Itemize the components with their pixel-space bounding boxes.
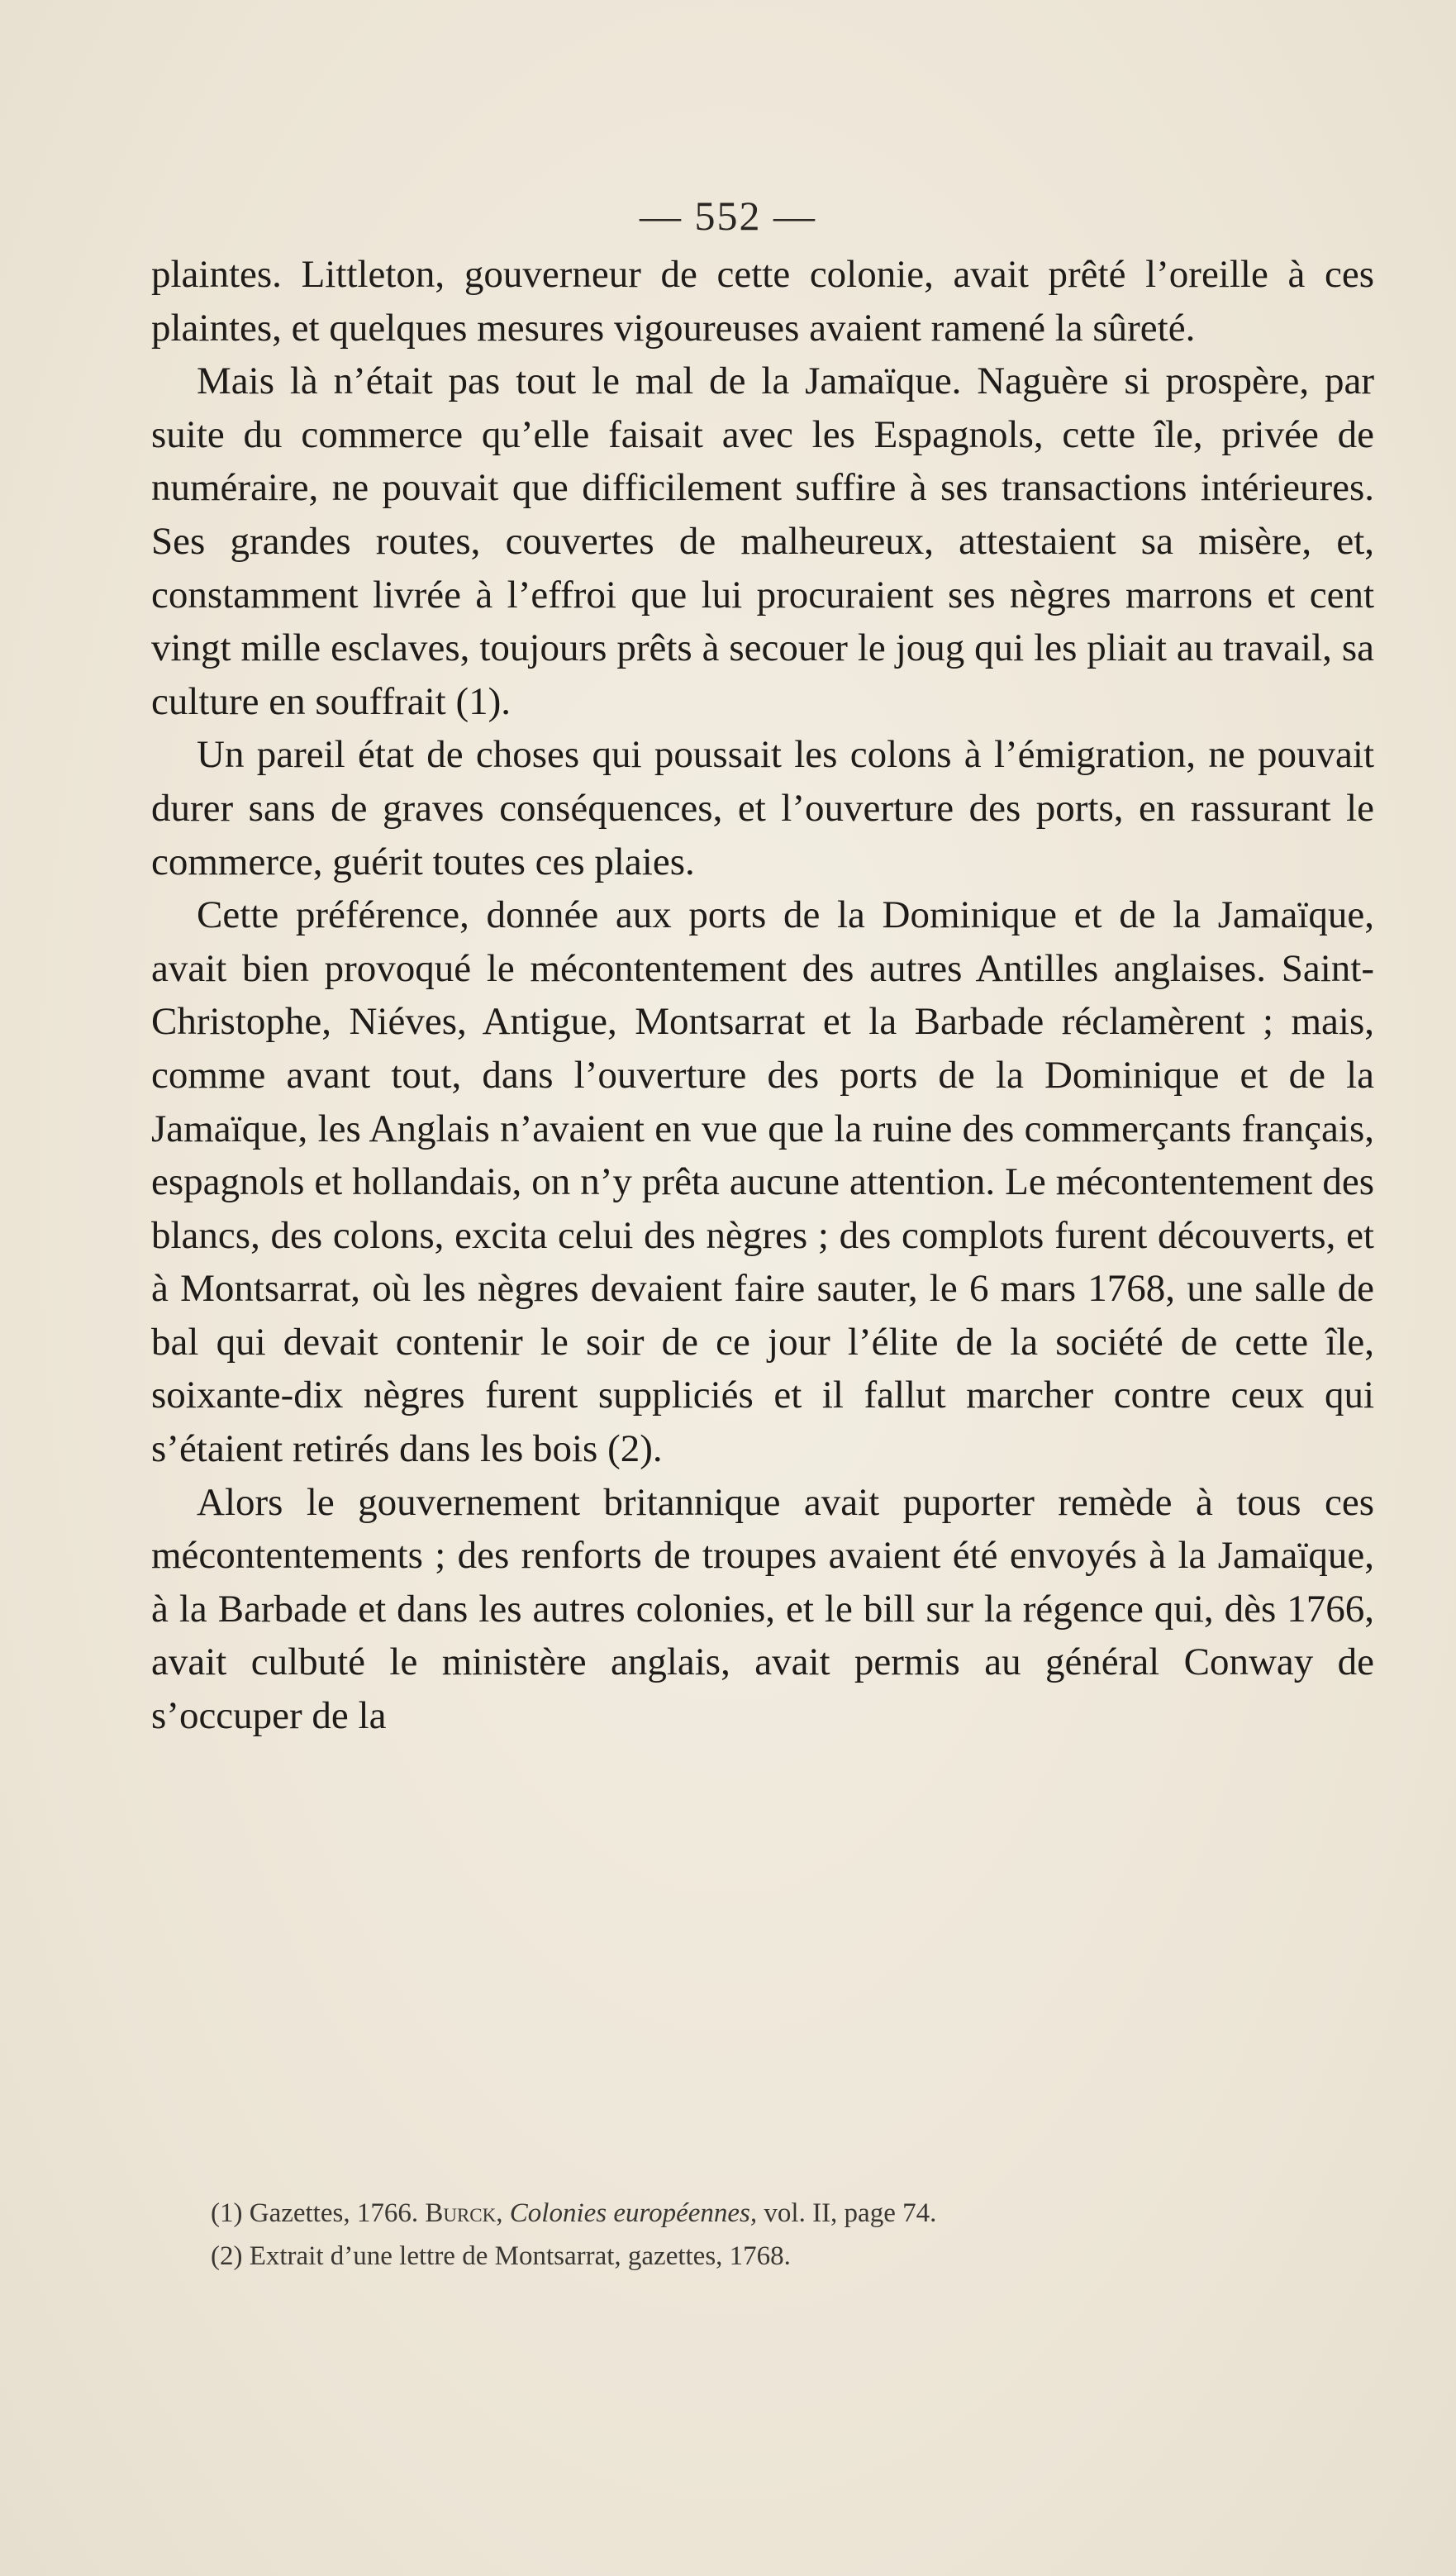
- paragraph-5: Alors le gouvernement britannique avait puporter remède à tous ces mécontentements ; des renforts de troupes avaient été envoyés à la Jamaïque, à la Barbade et dans les autres colonies, et le bill sur la régence qui, dès 1766, avait culbuté le ministère anglais, avait permis au général Conway de s’occuper de la: [151, 1480, 1374, 1738]
- footnote-text: Extrait d’une lettre de Montsarrat, gazettes, 1768.: [249, 2241, 791, 2271]
- paragraph-4: Cette préférence, donnée aux ports de la Dominique et de la Jamaïque, avait bien provoqué le mécontentement des autres Antilles anglaises. Saint-Christophe, Niéves, Antigue, Montsarrat et la Barbade réclamèrent ; mais, comme avant tout, dans l’ouverture des ports de la Dominique et de la Jamaïque, les Anglais n’avaient en vue que la ruine des commerçants français, espagnols et hollandais, on n’y prêta aucune attention. Le mécontentement des blancs, des colons, excita celui des nègres ; des complots furent découverts, et à Montsarrat, où les nègres devaient faire sauter, le 6 mars 1768, une salle de bal qui devait contenir le soir de ce jour l’élite de la société de cette île, soixante-dix nègres furent suppliciés et il fallut marcher contre ceux qui s’étaient retirés dans les bois (2).: [151, 893, 1374, 1471]
- footnote-author: Burck,: [425, 2198, 503, 2228]
- footnotes: [211, 2192, 1384, 2278]
- page-number: — 552 —: [640, 193, 816, 239]
- footnote-title: Colonies européennes,: [509, 2198, 758, 2228]
- footnote-2: [211, 2235, 1384, 2278]
- paragraph-2: Mais là n’était pas tout le mal de la Jamaïque. Naguère si prospère, par suite du commerce qu’elle faisait avec les Espagnols, cette île, privée de numéraire, ne pouvait que difficilement suffire à ses transactions intérieures. Ses grandes routes, couvertes de malheureux, attestaient sa misère, et, constamment livrée à l’effroi que lui procuraient ses nègres marrons et cent vingt mille esclaves, toujours prêts à secouer le joug qui les pliait au travail, sa culture en souffrait (1).: [151, 359, 1374, 723]
- body-text: [151, 248, 1374, 1743]
- footnote-source: Gazettes, 1766.: [249, 2198, 419, 2228]
- footnote-marker: (1): [211, 2198, 243, 2228]
- footnote-reference: vol. II, page 74.: [764, 2198, 937, 2228]
- paragraph-1: plaintes. Littleton, gouverneur de cette colonie, avait prêté l’oreille à ces plaintes, et quelques mesures vigoureuses avaient ramené la sûreté.: [151, 253, 1374, 350]
- paragraph-3: Un pareil état de choses qui poussait les colons à l’émigration, ne pouvait durer sans de graves conséquences, et l’ouverture des ports, en rassurant le commerce, guérit toutes ces plaies.: [151, 733, 1374, 883]
- footnote-marker: (2): [211, 2241, 243, 2271]
- footnote-1: [211, 2192, 1384, 2235]
